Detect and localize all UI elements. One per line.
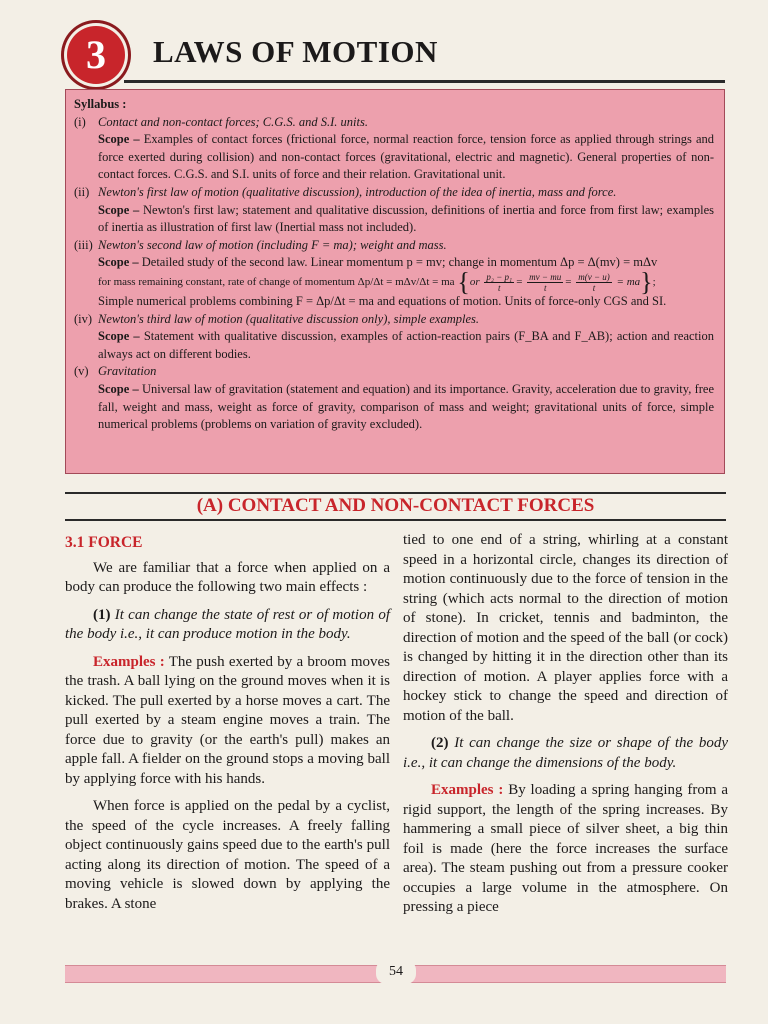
effect-1: (1) It can change the state of rest or of motion of the body i.e., it can produce motion in the body. [65,606,390,642]
section-heading: (A) CONTACT AND NON-CONTACT FORCES [196,495,595,516]
fraction: $\frac{\text{p₂ − p₁}}{t}$ [486,271,513,293]
chapter-number: 3 [86,32,106,77]
right-column [403,531,728,918]
chapter-title: LAWS OF MOTION [153,34,438,69]
syllabus-topic-3: (iii) Newton's second law of motion (including F = ma); weight and mass. [74,237,447,252]
syllabus-topic-1: (i) Contact and non-contact forces; C.G.S. and S.I. units. [74,114,368,129]
effect-2: (2) It can change the size or shape of the body i.e., it can change the dimensions of the body. [403,735,729,771]
page-number: 54 [376,960,416,984]
syllabus-scope-5: Scope – Universal law of gravitation (statement and equation) and its importance. Gravity, acceleration due to gravity, free fall, weight and mass, weight as force of gravity, comparison of mass and weight; gravitational units of force, simple numerical problems (problems on variation of gravity excluded). [98,381,714,432]
syllabus-scope-4: Scope – Statement with qualitative discussion, examples of action-reaction pairs (F_BA and F_AB); action and reaction always act on different bodies. [98,329,715,361]
syllabus-scope-3: Scope – Detailed study of the second law. Linear momentum p = mv; change in momentum Δp = Δ(mv) = mΔv [98,255,658,270]
syllabus-scope-2: Scope – Newton's first law; statement and qualitative discussion, definitions of inertia and force from first law; examples of inertia as illustration of first law (Inertial mass not included). [98,202,715,235]
header-rule [124,80,725,83]
syllabus-topic-5: (v) Gravitation [74,364,157,379]
paragraph-intro: We are familiar that a force when applied on a body can produce the following two main effects : [65,559,390,595]
paragraph-stone-cont: tied to one end of a string, whirling at a constant speed in a horizontal circle, changes its direction of motion continuously due to the force of tension in the string (which acts normal to the direction of motion of stone). In cricket, tennis and badminton, the direction of motion and the speed of the ball (or cock) is changed by hitting it in the direction other than its direction of motion. A player applies force with a hockey stick to change the speed and direction of motion of the ball. [403,532,728,724]
paragraph-cyclist: When force is applied on the pedal by a cyclist, the speed of the cycle increases. A freely falling object continuously gains speed due to the earth's pull acting along its direction of motion. The speed of a moving vehicle is slowed down by applying the brakes. A stone [65,798,390,912]
syllabus-topic-2: (ii) Newton's first law of motion (qualitative discussion), introduction of the idea of inertia, mass and force. [74,184,617,199]
section-rule-top [65,492,726,494]
syllabus-topic-4: (iv) Newton's third law of motion (qualitative discussion only), simple examples. [74,311,479,326]
fraction: $\frac{mv - mu}{t}$ [529,271,562,293]
left-column [65,533,390,914]
examples-2: Examples : By loading a spring hanging from a rigid support, the length of the spring increases. By hammering a small piece of silver sheet, a big thin foil is made (here the force increases the surface area). The steam pushing out from a pressure cooker occupies a large volume in the atmosphere. On pressing a piece [403,782,729,915]
subheading-force: 3.1 FORCE [65,534,143,551]
syllabus-heading: Syllabus : [74,97,127,111]
chapter-number-badge [67,26,125,84]
syllabus-box [65,89,725,474]
examples-1: Examples : The push exerted by a broom moves the trash. A ball lying on the ground moves when it is kicked. The pull exerted by a horse moves a cart. The pull exerted by a steam engine moves a train. The force due to gravity (or the earth's pull) makes an apple fall. A fielder on the ground stops a moving ball by applying force with his hands. [65,653,390,787]
syllabus-scope-3-extra: Simple numerical problems combining F = Δp/Δt = ma and equations of motion. Units of force-only CGS and SI. [98,293,667,308]
syllabus-scope-1: Scope – Examples of contact forces (frictional force, normal reaction force, tension force as applied through strings and force exerted during collision) and non-contact forces (gravitational, electric and magnetic). General properties of non-contact forces. C.G.S. and S.I. units of force and their relation. Gravitational unit. [98,132,715,182]
fraction: $\frac{m(v - u)}{t}$ [578,271,610,293]
momentum-formula: for mass remaining constant, rate of change of momentum Δp/Δt = mΔv/Δt = ma {or $\frac{\text{p₂ − p₁}}{t}$ = $\frac{mv - mu}{t}$ = $\frac{m(v - u)}{t}$ = ma}; [98,267,656,297]
section-rule-bottom [65,519,726,521]
